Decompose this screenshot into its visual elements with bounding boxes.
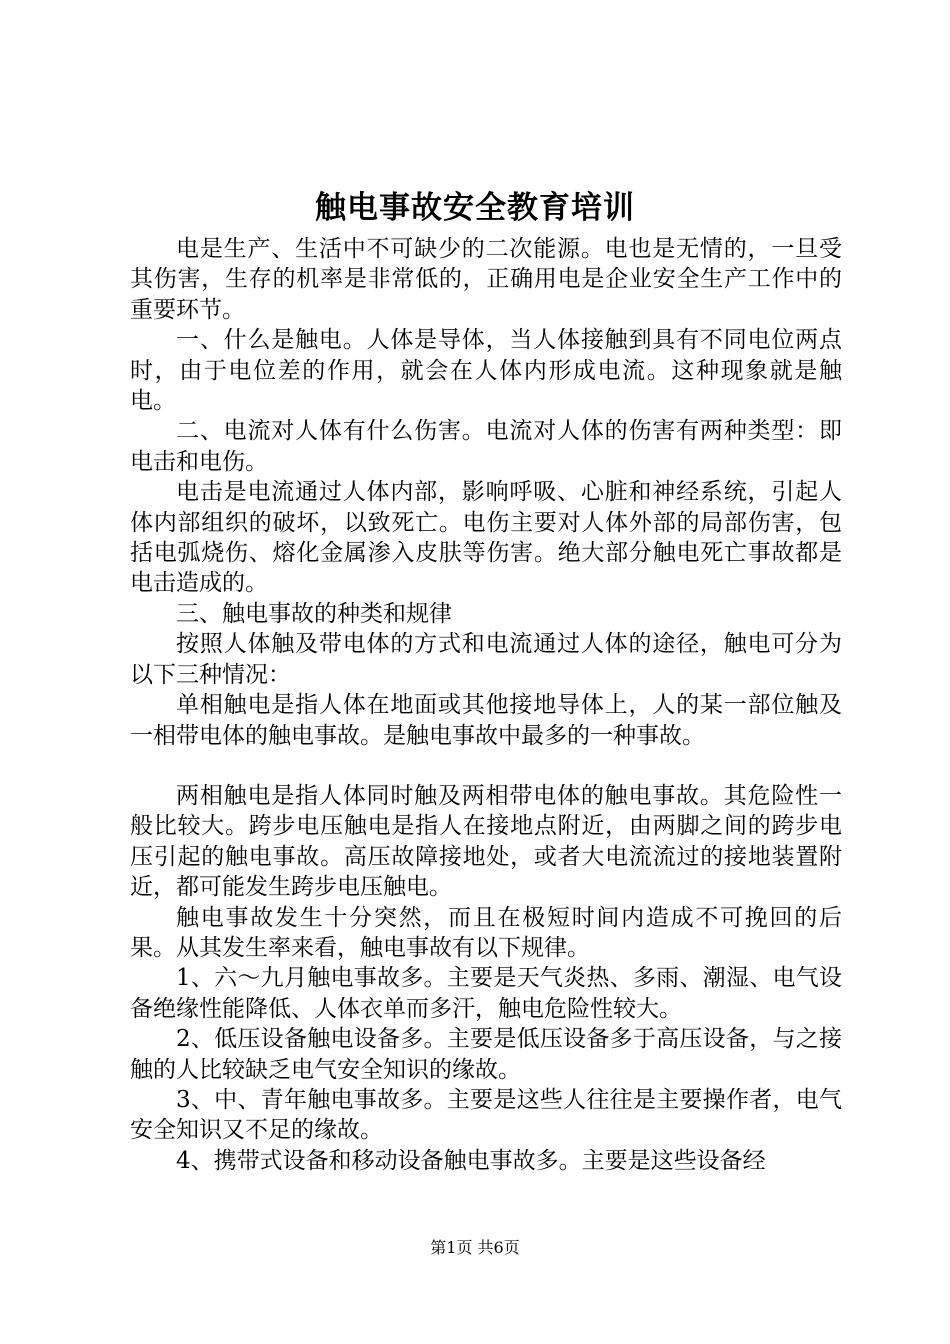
document-body — [130, 234, 842, 1176]
paragraph: 二、电流对人体有什么伤害。电流对人体的伤害有两种类型：即电击和电伤。 — [130, 418, 842, 475]
list-item: 1、六～九月触电事故多。主要是天气炎热、多雨、潮湿、电气设备绝缘性能降低、人体衣单而多汗，触电危险性较大。 — [130, 965, 842, 1022]
page-footer: 第1页 共6页 — [430, 1238, 520, 1257]
paragraph: 电击是电流通过人体内部，影响呼吸、心脏和神经系统，引起人体内部组织的破坏，以致死亡。电伤主要对人体外部的局部伤害，包括电弧烧伤、熔化金属渗入皮肤等伤害。绝大部分触电死亡事故都是电击造成的。 — [130, 479, 842, 597]
paragraph: 两相触电是指人体同时触及两相带电体的触电事故。其危险性一般比较大。跨步电压触电是指人在接地点附近，由两脚之间的跨步电压引起的触电事故。高压故障接地处，或者大电流流过的接地装置附近，都可能发生跨步电压触电。 — [130, 782, 842, 901]
paragraph: 按照人体触及带电体的方式和电流通过人体的途径，触电可分为以下三种情况： — [130, 631, 842, 688]
document-title: 触电事故安全教育培训 — [315, 190, 635, 226]
section-heading: 三、触电事故的种类和规律 — [176, 600, 452, 627]
paragraph: 触电事故发生十分突然，而且在极短时间内造成不可挽回的后果。从其发生率来看，触电事故有以下规律。 — [130, 904, 842, 961]
paragraph: 单相触电是指人体在地面或其他接地导体上，人的某一部位触及一相带电体的触电事故。是触电事故中最多的一种事故。 — [130, 692, 842, 749]
list-item: 3、中、青年触电事故多。主要是这些人往往是主要操作者，电气安全知识又不足的缘故。 — [130, 1086, 842, 1144]
list-item: 4、携带式设备和移动设备触电事故多。主要是这些设备经 — [176, 1147, 766, 1174]
paragraph: 电是生产、生活中不可缺少的二次能源。电也是无情的，一旦受其伤害，生存的机率是非常低的，正确用电是企业安全生产工作中的重要环节。 — [130, 236, 842, 323]
list-item: 2、低压设备触电设备多。主要是低压设备多于高压设备，与之接触的人比较缺乏电气安全知识的缘故。 — [130, 1026, 842, 1083]
paragraph: 一、什么是触电。人体是导体，当人体接触到具有不同电位两点时，由于电位差的作用，就会在人体内形成电流。这种现象就是触电。 — [130, 327, 842, 415]
